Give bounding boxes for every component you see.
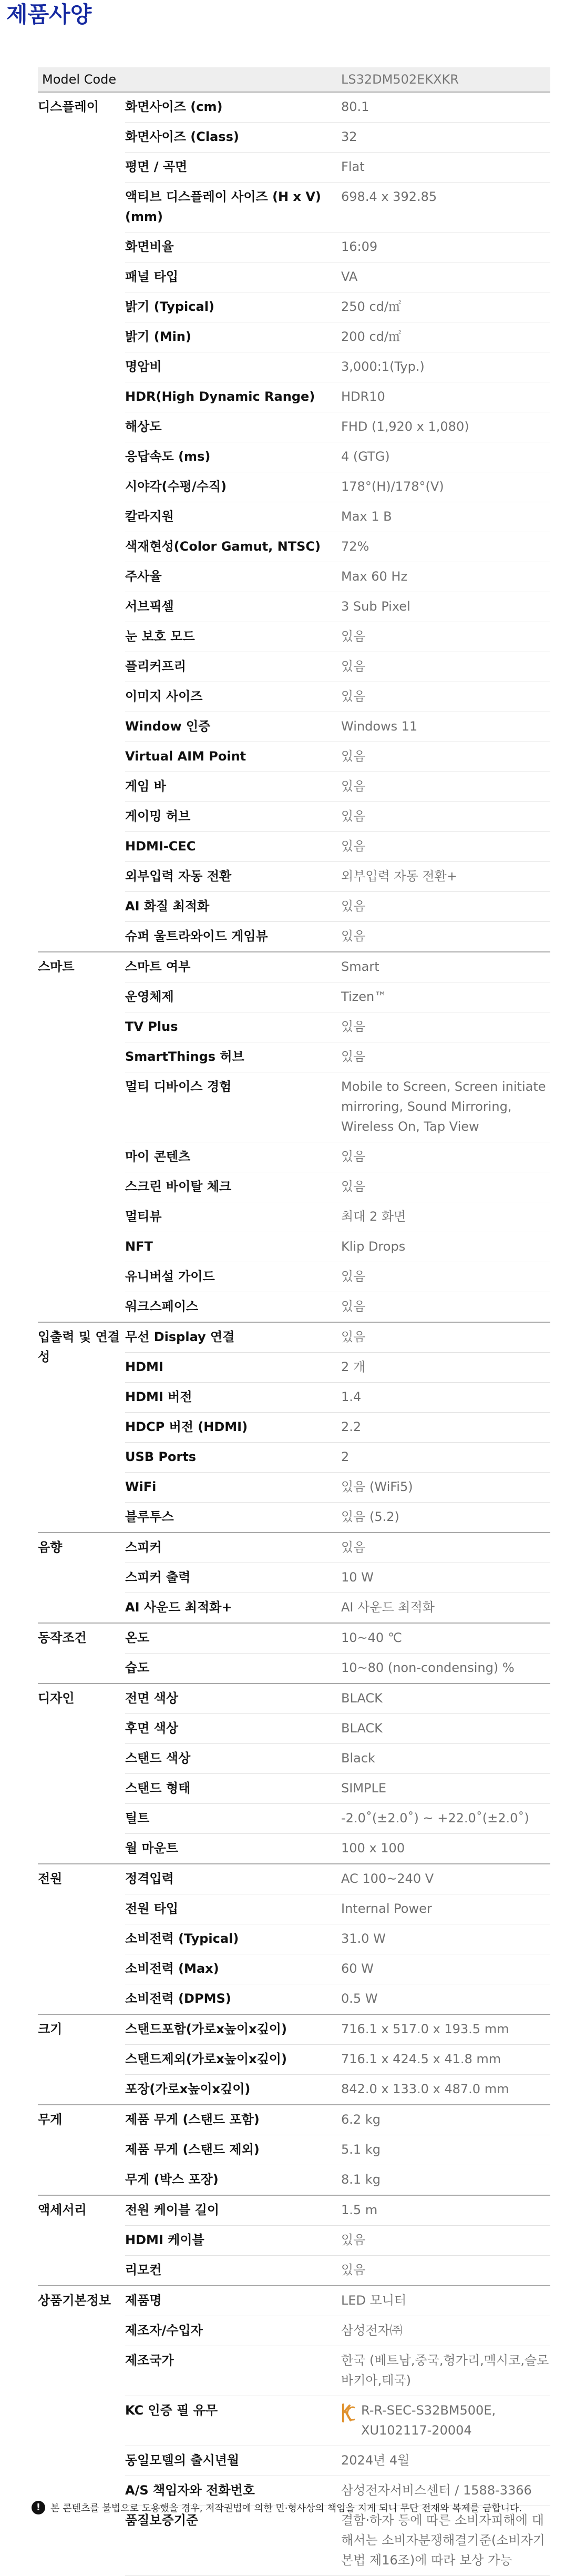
- page-title: 제품사양: [6, 2, 92, 27]
- exclamation-icon: !: [32, 2501, 45, 2514]
- spec-value: 716.1 x 424.5 x 41.8 mm: [341, 2045, 550, 2075]
- spec-row: [38, 92, 550, 123]
- spec-name: 액티브 디스플레이 사이즈 (H x V) (mm): [125, 182, 341, 232]
- spec-name: 소비전력 (Typical): [125, 1924, 341, 1954]
- spec-value: 있음: [341, 1012, 550, 1042]
- spec-value: 200 cd/㎡: [341, 322, 550, 352]
- spec-row: [38, 1623, 550, 1654]
- spec-name: 스탠드포함(가로x높이x깊이): [125, 2014, 341, 2045]
- spec-name: HDMI-CEC: [125, 832, 341, 862]
- spec-name: 제품 무게 (스탠드 포함): [125, 2105, 341, 2135]
- spec-name: AI 사운드 최적화+: [125, 1593, 341, 1624]
- model-code-row: [38, 67, 550, 92]
- spec-value: 10 W: [341, 1563, 550, 1593]
- spec-row: [38, 1322, 550, 1353]
- spec-value: 있음: [341, 2256, 550, 2286]
- spec-category: 크기: [38, 2014, 125, 2105]
- spec-name: 워크스페이스: [125, 1292, 341, 1323]
- spec-name: 리모컨: [125, 2256, 341, 2286]
- spec-value: 8.1 kg: [341, 2165, 550, 2196]
- spec-name: 제조자/수입자: [125, 2316, 341, 2346]
- spec-name: 서브픽셀: [125, 592, 341, 622]
- spec-name: 해상도: [125, 412, 341, 442]
- spec-value: 10~80 (non-condensing) %: [341, 1654, 550, 1684]
- spec-name: HDMI: [125, 1353, 341, 1383]
- spec-value: Max 60 Hz: [341, 562, 550, 592]
- spec-name: 스탠드제외(가로x높이x깊이): [125, 2045, 341, 2075]
- spec-category: 입출력 및 연결성: [38, 1322, 125, 1533]
- spec-value: Windows 11: [341, 712, 550, 742]
- spec-name: 온도: [125, 1623, 341, 1654]
- spec-name: HDMI 버전: [125, 1383, 341, 1413]
- spec-name: 이미지 사이즈: [125, 682, 341, 712]
- spec-category: 전원: [38, 1864, 125, 2014]
- spec-value: AI 사운드 최적화: [341, 1593, 550, 1624]
- spec-name: 눈 보호 모드: [125, 622, 341, 652]
- spec-value: -2.0˚(±2.0˚) ~ +22.0˚(±2.0˚): [341, 1804, 550, 1834]
- spec-name: 멀티뷰: [125, 1202, 341, 1232]
- spec-value: 842.0 x 133.0 x 487.0 mm: [341, 2075, 550, 2105]
- spec-table: [38, 67, 550, 2576]
- spec-name: 멀티 디바이스 경험: [125, 1072, 341, 1142]
- spec-value: 31.0 W: [341, 1924, 550, 1954]
- spec-category: 상품기본정보: [38, 2286, 125, 2576]
- spec-value: 있음: [341, 1292, 550, 1323]
- spec-value: 2024년 4월: [341, 2446, 550, 2476]
- spec-value: 716.1 x 517.0 x 193.5 mm: [341, 2014, 550, 2045]
- spec-row: [38, 2286, 550, 2316]
- spec-value: 6.2 kg: [341, 2105, 550, 2135]
- spec-name: 전원 케이블 길이: [125, 2195, 341, 2226]
- spec-name: 품질보증기준: [125, 2506, 341, 2576]
- spec-value: HDR10: [341, 382, 550, 412]
- spec-row: [38, 1533, 550, 1563]
- spec-value: 32: [341, 123, 550, 153]
- spec-name: USB Ports: [125, 1443, 341, 1473]
- spec-name: Window 인증: [125, 712, 341, 742]
- spec-name: 습도: [125, 1654, 341, 1684]
- spec-name: 스탠드 색상: [125, 1744, 341, 1774]
- spec-value: 100 x 100: [341, 1834, 550, 1864]
- spec-value: 있음: [341, 922, 550, 952]
- spec-name: 틸트: [125, 1804, 341, 1834]
- spec-value: Internal Power: [341, 1894, 550, 1924]
- spec-value: 80.1: [341, 92, 550, 123]
- spec-value: 있음: [341, 1533, 550, 1563]
- spec-value: SIMPLE: [341, 1774, 550, 1804]
- model-code-label: Model Code: [38, 67, 341, 92]
- model-code-value: LS32DM502EKXKR: [341, 67, 550, 92]
- spec-name: 스크린 바이탈 체크: [125, 1172, 341, 1202]
- spec-value: 있음: [341, 1142, 550, 1172]
- spec-value: Klip Drops: [341, 1232, 550, 1262]
- spec-value: 3,000:1(Typ.): [341, 352, 550, 382]
- spec-value: 2 개: [341, 1353, 550, 1383]
- spec-value: 있음: [341, 622, 550, 652]
- spec-name: 무선 Display 연결: [125, 1322, 341, 1353]
- spec-row: [38, 1683, 550, 1714]
- spec-category: 디자인: [38, 1683, 125, 1864]
- spec-row: [38, 2014, 550, 2045]
- spec-name: 화면사이즈 (cm): [125, 92, 341, 123]
- spec-value: 1.4: [341, 1383, 550, 1413]
- spec-name: 제품명: [125, 2286, 341, 2316]
- spec-value: 있음: [341, 832, 550, 862]
- spec-value: 삼성전자서비스센터 / 1588-3366: [341, 2476, 550, 2506]
- spec-value: 5.1 kg: [341, 2135, 550, 2165]
- spec-value: FHD (1,920 x 1,080): [341, 412, 550, 442]
- spec-name: 월 마운트: [125, 1834, 341, 1864]
- spec-value: 0.5 W: [341, 1984, 550, 2015]
- spec-name: NFT: [125, 1232, 341, 1262]
- spec-name: 마이 콘텐츠: [125, 1142, 341, 1172]
- spec-category: 무게: [38, 2105, 125, 2195]
- spec-value: 외부입력 자동 전환+: [341, 862, 550, 892]
- spec-name: 블루투스: [125, 1503, 341, 1533]
- spec-name: 화면사이즈 (Class): [125, 123, 341, 153]
- spec-name: 유니버설 가이드: [125, 1262, 341, 1292]
- spec-name: KC 인증 필 유무: [125, 2396, 341, 2446]
- spec-value: 250 cd/㎡: [341, 292, 550, 322]
- spec-category: 음향: [38, 1533, 125, 1623]
- spec-value: 있음: [341, 1042, 550, 1072]
- spec-value: 있음: [341, 2226, 550, 2256]
- spec-value: 4 (GTG): [341, 442, 550, 472]
- spec-value: 있음: [341, 772, 550, 802]
- spec-row: [38, 2195, 550, 2226]
- spec-value: Flat: [341, 153, 550, 182]
- spec-value: Smart: [341, 952, 550, 982]
- spec-name: 소비전력 (Max): [125, 1954, 341, 1984]
- spec-value: BLACK: [341, 1683, 550, 1714]
- copyright-notice: [32, 2501, 557, 2514]
- spec-name: 평면 / 곡면: [125, 153, 341, 182]
- spec-value: 있음: [341, 802, 550, 832]
- spec-value: VA: [341, 262, 550, 292]
- spec-name: 화면비율: [125, 232, 341, 262]
- spec-value: 한국 (베트남,중국,헝가리,멕시코,슬로바키아,태국): [341, 2346, 550, 2396]
- spec-name: 스탠드 형태: [125, 1774, 341, 1804]
- spec-name: TV Plus: [125, 1012, 341, 1042]
- spec-value: Black: [341, 1744, 550, 1774]
- spec-value: 72%: [341, 532, 550, 562]
- spec-name: 스피커 출력: [125, 1563, 341, 1593]
- spec-name: 정격입력: [125, 1864, 341, 1894]
- spec-name: 제조국가: [125, 2346, 341, 2396]
- spec-name: 외부입력 자동 전환: [125, 862, 341, 892]
- spec-value: 삼성전자㈜: [341, 2316, 550, 2346]
- spec-category: 스마트: [38, 952, 125, 1322]
- spec-name: 제품 무게 (스탠드 제외): [125, 2135, 341, 2165]
- spec-name: 시야각(수평/수직): [125, 472, 341, 502]
- spec-name: A/S 책임자와 전화번호: [125, 2476, 341, 2506]
- spec-value: 있음: [341, 742, 550, 772]
- spec-row: [38, 1864, 550, 1894]
- spec-value: 2.2: [341, 1413, 550, 1443]
- spec-name: Virtual AIM Point: [125, 742, 341, 772]
- spec-name: 전원 타입: [125, 1894, 341, 1924]
- spec-value: 16:09: [341, 232, 550, 262]
- spec-value: Mobile to Screen, Screen initiate mirroring, Sound Mirroring, Wireless On, Tap View: [341, 1072, 550, 1142]
- spec-value: 있음: [341, 652, 550, 682]
- spec-name: HDCP 버전 (HDMI): [125, 1413, 341, 1443]
- spec-value: 있음 (5.2): [341, 1503, 550, 1533]
- spec-name: 포장(가로x높이x깊이): [125, 2075, 341, 2105]
- spec-name: 주사율: [125, 562, 341, 592]
- spec-name: 칼라지원: [125, 502, 341, 532]
- spec-category: 디스플레이: [38, 92, 125, 952]
- spec-value: 178°(H)/178°(V): [341, 472, 550, 502]
- spec-name: 밝기 (Typical): [125, 292, 341, 322]
- spec-value: 1.5 m: [341, 2195, 550, 2226]
- spec-name: AI 화질 최적화: [125, 892, 341, 922]
- spec-name: 스마트 여부: [125, 952, 341, 982]
- spec-value: 60 W: [341, 1954, 550, 1984]
- spec-value: 2: [341, 1443, 550, 1473]
- spec-name: 명암비: [125, 352, 341, 382]
- spec-value: LED 모니터: [341, 2286, 550, 2316]
- notice-text: 본 콘텐츠를 불법으로 도용했을 경우, 저작권법에 의한 민·형사상의 책임을 지게 되니 무단 전재와 복제를 금합니다.: [50, 2503, 522, 2514]
- spec-value: Tizen™: [341, 982, 550, 1012]
- spec-name: 후면 색상: [125, 1714, 341, 1744]
- spec-category: 액세서리: [38, 2195, 125, 2286]
- spec-value: 698.4 x 392.85: [341, 182, 550, 232]
- spec-name: 게임 바: [125, 772, 341, 802]
- spec-name: 스피커: [125, 1533, 341, 1563]
- spec-name: SmartThings 허브: [125, 1042, 341, 1072]
- spec-row: [38, 2105, 550, 2135]
- spec-name: 색재현성(Color Gamut, NTSC): [125, 532, 341, 562]
- spec-value: 있음: [341, 682, 550, 712]
- spec-value: 3 Sub Pixel: [341, 592, 550, 622]
- spec-name: 슈퍼 울트라와이드 게임뷰: [125, 922, 341, 952]
- spec-name: 동일모델의 출시년월: [125, 2446, 341, 2476]
- spec-value: 있음 (WiFi5): [341, 1473, 550, 1503]
- spec-category: 동작조건: [38, 1623, 125, 1683]
- spec-name: WiFi: [125, 1473, 341, 1503]
- spec-value: BLACK: [341, 1714, 550, 1744]
- spec-name: HDMI 케이블: [125, 2226, 341, 2256]
- spec-name: 밝기 (Min): [125, 322, 341, 352]
- spec-value: 있음: [341, 1262, 550, 1292]
- spec-name: 소비전력 (DPMS): [125, 1984, 341, 2015]
- spec-name: 플리커프리: [125, 652, 341, 682]
- spec-value: [341, 2396, 550, 2446]
- kc-mark-icon: [341, 2402, 356, 2423]
- spec-name: HDR(High Dynamic Range): [125, 382, 341, 412]
- spec-name: 전면 색상: [125, 1683, 341, 1714]
- spec-name: 운영체제: [125, 982, 341, 1012]
- spec-name: 무게 (박스 포장): [125, 2165, 341, 2196]
- spec-row: [38, 952, 550, 982]
- spec-value: Max 1 B: [341, 502, 550, 532]
- spec-value: 결함·하자 등에 따른 소비자피해에 대해서는 소비자분쟁해결기준(소비자기본법 제16조)에 따라 보상 가능: [341, 2506, 550, 2576]
- spec-value: 있음: [341, 1322, 550, 1353]
- kc-cert-number: R-R-SEC-S32BM500E, XU102117-20004: [361, 2403, 496, 2438]
- spec-value: 있음: [341, 892, 550, 922]
- spec-value: 있음: [341, 1172, 550, 1202]
- spec-value: 최대 2 화면: [341, 1202, 550, 1232]
- spec-name: 게이밍 허브: [125, 802, 341, 832]
- spec-name: 패널 타입: [125, 262, 341, 292]
- spec-value: 10~40 ℃: [341, 1623, 550, 1654]
- spec-value: AC 100~240 V: [341, 1864, 550, 1894]
- spec-name: 응답속도 (ms): [125, 442, 341, 472]
